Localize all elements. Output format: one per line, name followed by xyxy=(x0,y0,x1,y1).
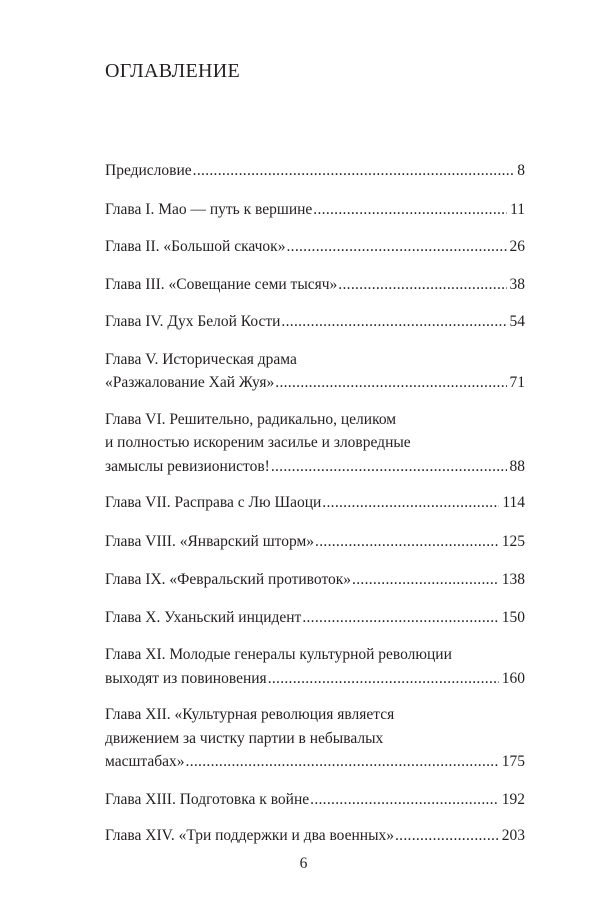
toc-entry-page: 160 xyxy=(501,669,525,687)
toc-entry-title-line: Глава VIII. «Январский шторм» xyxy=(105,532,315,550)
toc-entry-title-line: Глава II. «Большой скачок» xyxy=(105,238,286,255)
toc-entry-last-line xyxy=(105,198,525,222)
toc-entry[interactable] xyxy=(105,273,525,297)
toc-entry-page: 54 xyxy=(509,313,525,330)
toc-entry-last-line xyxy=(105,310,525,334)
dot-leader xyxy=(281,310,506,334)
toc-entry[interactable] xyxy=(105,568,525,592)
toc-entry-title-line: Глава IX. «Февральский противоток» xyxy=(105,571,352,588)
toc-entry-page: 125 xyxy=(501,532,525,550)
toc-entry-last-line xyxy=(105,235,525,259)
toc-entry-last-line xyxy=(105,530,525,554)
dot-leader xyxy=(268,667,499,691)
table-of-contents xyxy=(105,145,525,848)
dot-leader xyxy=(315,530,499,554)
dot-leader xyxy=(271,455,507,479)
dot-leader xyxy=(395,824,499,848)
page-number: 6 xyxy=(299,855,308,872)
toc-entry-title-line: Глава VI. Решительно, радикально, целиком xyxy=(105,410,397,428)
toc-entry[interactable] xyxy=(105,606,525,630)
toc-entry-last-line xyxy=(105,667,525,691)
toc-heading: ОГЛАВЛЕНИЕ xyxy=(105,60,240,82)
toc-entry-page: 203 xyxy=(501,827,525,844)
toc-entry-page: 26 xyxy=(509,238,525,255)
dot-leader xyxy=(193,159,515,183)
dot-leader xyxy=(275,371,506,395)
toc-entry-title-line: Глава III. «Совещание семи тысяч» xyxy=(105,275,338,293)
toc-entry-title-line: «Разжалование Хай Жуя» xyxy=(105,374,275,391)
toc-entry-page: 11 xyxy=(510,200,525,218)
toc-entry-last-line xyxy=(105,750,525,774)
dot-leader xyxy=(186,750,499,774)
toc-entry-last-line xyxy=(105,159,525,183)
toc-entry[interactable] xyxy=(105,788,525,812)
toc-entry-page: 192 xyxy=(501,790,525,808)
toc-entry[interactable] xyxy=(105,198,525,222)
toc-entry-page: 71 xyxy=(509,374,525,391)
toc-entry-title-line: Глава VII. Расправа с Лю Шаоци xyxy=(105,494,322,511)
dot-leader xyxy=(310,788,499,812)
toc-entry-last-line xyxy=(105,273,525,297)
toc-entry-title-line: Глава I. Мао — путь к вершине xyxy=(105,200,313,218)
toc-entry[interactable] xyxy=(105,530,525,554)
toc-entry-title-line: выходят из повиновения xyxy=(105,669,267,687)
dot-leader xyxy=(322,491,499,515)
toc-entry-title-line: Глава XIII. Подготовка к войне xyxy=(105,790,310,808)
toc-entry-last-line xyxy=(105,788,525,812)
toc-entry-last-line xyxy=(105,568,525,592)
toc-entry[interactable] xyxy=(105,824,525,848)
toc-entry[interactable] xyxy=(105,235,525,259)
toc-entry-title-line: Глава XIV. «Три поддержки и два военных» xyxy=(105,827,394,844)
toc-entry-last-line xyxy=(105,824,525,848)
toc-entry[interactable] xyxy=(105,310,525,334)
toc-entry-page: 138 xyxy=(501,571,525,588)
toc-entry-title-line: Глава XI. Молодые генералы культурной революции xyxy=(105,646,452,663)
toc-entry[interactable] xyxy=(105,159,525,183)
toc-entry-title-line: Глава XII. «Культурная революция является xyxy=(105,706,395,723)
toc-entry[interactable] xyxy=(105,643,525,690)
toc-entry-last-line xyxy=(105,371,525,395)
toc-entry-page: 38 xyxy=(509,275,525,293)
toc-entry-page: 150 xyxy=(501,608,525,626)
toc-entry-title-line: движением за чистку партии в небывалых xyxy=(105,729,384,747)
toc-entry-title-line: Глава IV. Дух Белой Кости xyxy=(105,313,281,330)
toc-entry-last-line xyxy=(105,455,525,479)
toc-entry-page: 88 xyxy=(509,457,525,475)
toc-entry-title-line: и полностью искореним засилье и зловредные xyxy=(105,434,411,451)
toc-entry-title-line: масштабах» xyxy=(105,753,185,770)
dot-leader xyxy=(338,273,506,297)
toc-entry-last-line xyxy=(105,606,525,630)
toc-entry-title-line: Предисловие xyxy=(105,162,192,179)
toc-entry[interactable] xyxy=(105,348,525,395)
dot-leader xyxy=(352,568,499,592)
toc-entry-title-line: Глава V. Историческая драма xyxy=(105,350,297,368)
toc-entry-title-line: замыслы ревизионистов! xyxy=(105,457,270,475)
toc-entry-page: 175 xyxy=(501,753,525,770)
toc-entry-page: 114 xyxy=(502,494,525,511)
toc-entry-last-line xyxy=(105,491,525,515)
toc-entry-page: 8 xyxy=(517,162,525,179)
toc-entry[interactable] xyxy=(105,703,525,774)
toc-entry[interactable] xyxy=(105,408,525,479)
toc-entry-title-line: Глава X. Уханьский инцидент xyxy=(105,608,302,626)
dot-leader xyxy=(286,235,506,259)
dot-leader xyxy=(302,606,498,630)
toc-entry[interactable] xyxy=(105,491,525,515)
dot-leader xyxy=(313,198,507,222)
